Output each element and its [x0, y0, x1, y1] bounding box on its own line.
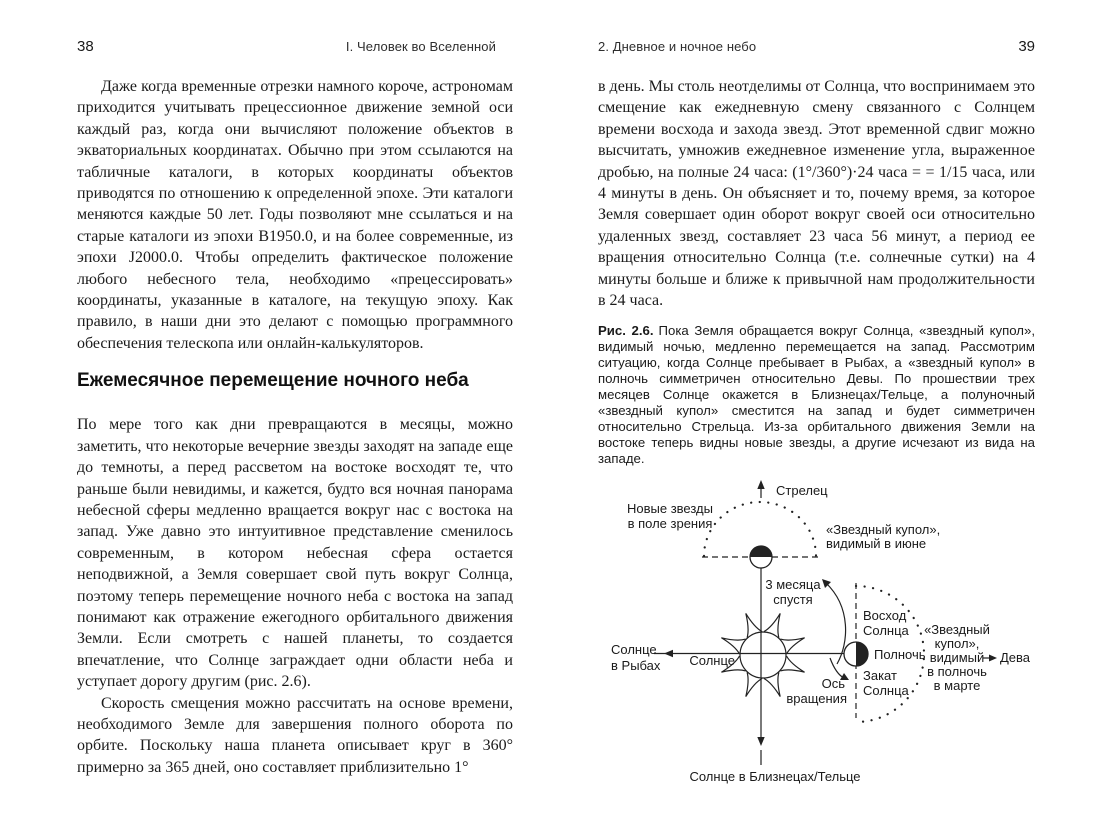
label-rotation-axis-line2: вращения [786, 691, 847, 707]
running-head-left: I. Человек во Вселенной [345, 39, 496, 54]
running-head-right: 2. Дневное и ночное небо [598, 39, 757, 54]
page-number-left: 38 [77, 38, 94, 55]
label-sunset-line2: Солнца [863, 683, 909, 699]
label-sagittarius: Стрелец [776, 483, 828, 499]
label-dome-march-line2: купол», [934, 636, 980, 652]
label-three-months-line2: спустя [773, 592, 813, 608]
earth-june-night-half [750, 546, 772, 557]
figure-2-6-diagram [598, 475, 1035, 791]
down-arrowhead [757, 737, 764, 746]
sun-circle [740, 632, 786, 678]
label-sun: Солнце [689, 653, 735, 669]
label-virgo: Дева [1000, 650, 1031, 666]
rotation-axis-arrow [830, 658, 844, 678]
label-dome-march-line4: в полночь [927, 664, 987, 680]
left-arrowhead [664, 650, 673, 657]
label-new-stars-line1: Новые звезды [627, 501, 713, 517]
label-rotation-axis-line1: Ось [821, 676, 845, 692]
section-heading: Ежемесячное перемещение ночного неба [77, 370, 469, 392]
label-sunrise-line2: Солнца [863, 623, 909, 639]
label-sun-in-pisces-line2: в Рыбах [611, 658, 661, 674]
earth-march-night-half [856, 642, 868, 666]
label-dome-march-line5: в марте [933, 678, 981, 694]
label-sun-in-gemini: Солнце в Близнецах/Тельце [689, 769, 861, 785]
label-sunrise-line1: Восход [863, 608, 907, 624]
label-sunset-line1: Закат [863, 668, 897, 684]
figure-caption [598, 323, 1035, 467]
paragraph-precession: Даже когда временные отрезки намного короче, астрономам приходится учитывать прецессионное движение земной оси каждый раз, когда они вычисляют положение объектов в экваториальных координатах. Обычно при этом ссылаются на табличные каталоги, в которых координаты объектов приводятся по отношению к определенной эпохе. Эти каталоги меняются каждые 50 лет. Годы позволяют мне ссылаться и на старые каталоги из эпохи B1950.0, и на более современные, из эпохи J2000.0. Чтобы определить фактическое положение любого небесного тела, необходимо «прецессировать» координаты, указанные в каталоге, на текущую эпоху. Как правило, в наши дни это делают с помощью программного обеспечения телескопа или онлайн-калькуляторов. [77, 78, 513, 352]
label-midnight: Полночь [874, 647, 926, 663]
label-dome-march-line3: видимый [929, 650, 985, 666]
label-three-months-line1: 3 месяца [765, 577, 821, 593]
paragraph-monthly-motion: По мере того как дни превращаются в месяцы, можно заметить, что некоторые вечерние звезды заходят на западе еще до темноты, а перед рассветом на востоке восходят те, что раньше были невидимы, и кажется, будто вся ночная панорама небесной сферы медленно вращается вокруг нас с востока на запад. Уже давно это интуитивное представление сменилось современным, в котором небесная сфера остается неподвижной, а Земля совершает свой путь вокруг Солнца, поэтому теперь перемещение ночного неба с востока на запад понимают как отражение ежегодного орбитального движения Земли. Если смотреть с нашей планеты, то создается впечатление, что Солнце заграждает одни области неба и уступает дорогу другим (рис. 2.6). [77, 416, 513, 691]
page-right [598, 38, 1035, 791]
page-right-header [598, 38, 1035, 55]
label-dome-june-line2: видимый в июне [826, 536, 927, 552]
label-sun-in-pisces-line1: Солнце [611, 642, 657, 658]
paragraph-shift-rate: Скорость смещения можно рассчитать на основе времени, необходимого Земле для завершения полного оборота по орбите. Поскольку наша планета описывает круг в 360° примерно за 365 дней, оно составляет приблизительно 1° [77, 694, 513, 776]
virgo-arrowhead [989, 655, 997, 662]
page-number-right: 39 [1018, 38, 1035, 55]
label-dome-june-line1: «Звездный купол», [826, 522, 941, 538]
paragraph-daily-shift: в день. Мы столь неотделимы от Солнца, что воспринимаем это смещение как ежедневную смену связанного с Солнцем времени восхода и захода звезд. Этот временной сдвиг можно высчитать, умножив ежедневное изменение угла, выраженное дробью, на полные 24 часа: (1°/360°)·24 часа = = 1/15 часа, или 4 минуты в день. Он объясняет и то, почему время, за которое Земля совершает один оборот вокруг своей оси относительно удаленных звезд, составляет 23 часа 56 минут, а период ее вращения относительно Солнца (т.е. солнечные сутки) на 4 минуты больше и ближе к привычной нам продолжительности в 24 часа. [598, 78, 1035, 310]
page-left [77, 38, 513, 778]
three-months-arrow [826, 583, 846, 664]
figure-caption-text: Пока Земля обращается вокруг Солнца, «звездный купол», видимый ночью, медленно перемещается на запад. Рассмотрим ситуацию, когда Солнце пребывает в Рыбах, а «звездный купол» в полночь симметричен относительно Девы. По прошествии трех месяцев Солнце окажется в Близнецах/Тельце, а полуночный «звездный купол» сместится на запад и будет симметричен относительно Стрельца. Из-за орбитального движения Земли на востоке теперь видны новые звезды, а другие исчезают из вида на западе. [598, 323, 1035, 467]
figure-caption-label: Рис. 2.6. [598, 323, 654, 339]
label-dome-march-line1: «Звездный [924, 622, 990, 638]
page-left-header [77, 38, 513, 55]
sagittarius-arrowhead [757, 480, 764, 489]
label-new-stars-line2: в поле зрения [627, 516, 713, 532]
